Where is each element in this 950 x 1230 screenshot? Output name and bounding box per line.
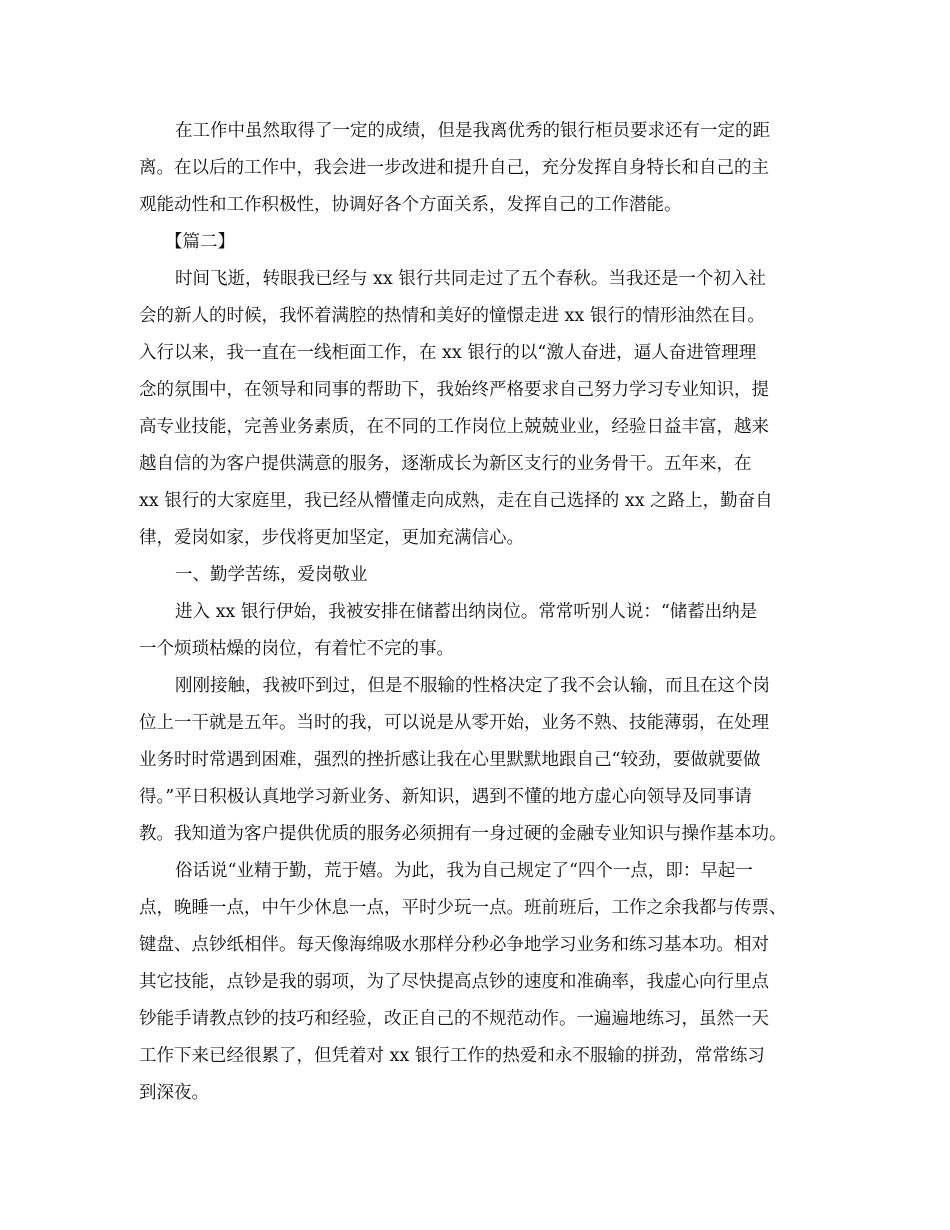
- text-line: 得。”平日积极认真地学习新业务、新知识，遇到不懂的地方虚心向领导及同事请: [139, 787, 752, 807]
- text-line: 会的新人的时候，我怀着满腔的热情和美好的憧憬走进 xx 银行的情形油然在目。: [139, 306, 765, 326]
- text-line: 在工作中虽然取得了一定的成绩，但是我离优秀的银行柜员要求还有一定的距: [175, 121, 770, 141]
- text-line: 入行以来，我一直在一线柜面工作，在 xx 银行的以“激人奋进，逼人奋进管理理: [139, 343, 757, 363]
- text-line: 刚刚接触，我被吓到过，但是不服输的性格决定了我不会认输，而且在这个岗: [175, 676, 770, 696]
- subsection-heading: 一、勤学苦练，爱岗敬业: [175, 565, 368, 585]
- text-line: 离。在以后的工作中，我会进一步改进和提升自己，充分发挥自身特长和自己的主: [139, 158, 769, 178]
- text-line: 一个烦琐枯燥的岗位，有着忙不完的事。: [139, 639, 454, 659]
- text-line: 工作下来已经很累了，但凭着对 xx 银行工作的热爱和永不服输的拼劲，常常练习: [139, 1046, 765, 1066]
- text-line: 到深夜。: [139, 1083, 209, 1103]
- text-line: 业务时时常遇到困难，强烈的挫折感让我在心里默默地跟自己“较劲，要做就要做: [139, 750, 761, 770]
- text-line: 越自信的为客户提供满意的服务，逐渐成长为新区支行的业务骨干。五年来，在: [139, 454, 752, 474]
- text-line: 键盘、点钞纸相伴。每天像海绵吸水那样分秒必争地学习业务和练习基本功。相对: [139, 935, 769, 955]
- text-line: 教。我知道为客户提供优质的服务必须拥有一身过硬的金融专业知识与操作基本功。: [139, 824, 787, 844]
- text-line: 念的氛围中，在领导和同事的帮助下，我始终严格要求自己努力学习专业知识，提: [139, 380, 769, 400]
- text-line: 律，爱岗如家，步伐将更加坚定，更加充满信心。: [139, 528, 524, 548]
- section-heading: 【篇二】: [165, 232, 235, 252]
- text-line: 进入 xx 银行伊始，我被安排在储蓄出纳岗位。常常听别人说：“储蓄出纳是: [175, 602, 758, 622]
- text-line: 位上一干就是五年。当时的我，可以说是从零开始，业务不熟、技能薄弱，在处理: [139, 713, 769, 733]
- text-line: 钞能手请教点钞的技巧和经验，改正自己的不规范动作。一遍遍地练习，虽然一天: [139, 1009, 769, 1029]
- text-line: 点，晚睡一点，中午少休息一点，平时少玩一点。班前班后，工作之余我都与传票、: [139, 898, 787, 918]
- text-line: 其它技能，点钞是我的弱项，为了尽快提高点钞的速度和准确率，我虚心向行里点: [139, 972, 769, 992]
- text-line: 俗话说“业精于勤，荒于嬉。为此，我为自己规定了“四个一点，即：早起一: [175, 861, 753, 881]
- text-line: 观能动性和工作积极性，协调好各个方面关系，发挥自己的工作潜能。: [139, 195, 682, 215]
- text-line: xx 银行的大家庭里，我已经从懵懂走向成熟，走在自己选择的 xx 之路上，勤奋自: [139, 491, 773, 511]
- text-line: 高专业技能，完善业务素质，在不同的工作岗位上兢兢业业，经验日益丰富，越来: [139, 417, 769, 437]
- text-line: 时间飞逝，转眼我已经与 xx 银行共同走过了五个春秋。当我还是一个初入社: [175, 269, 766, 289]
